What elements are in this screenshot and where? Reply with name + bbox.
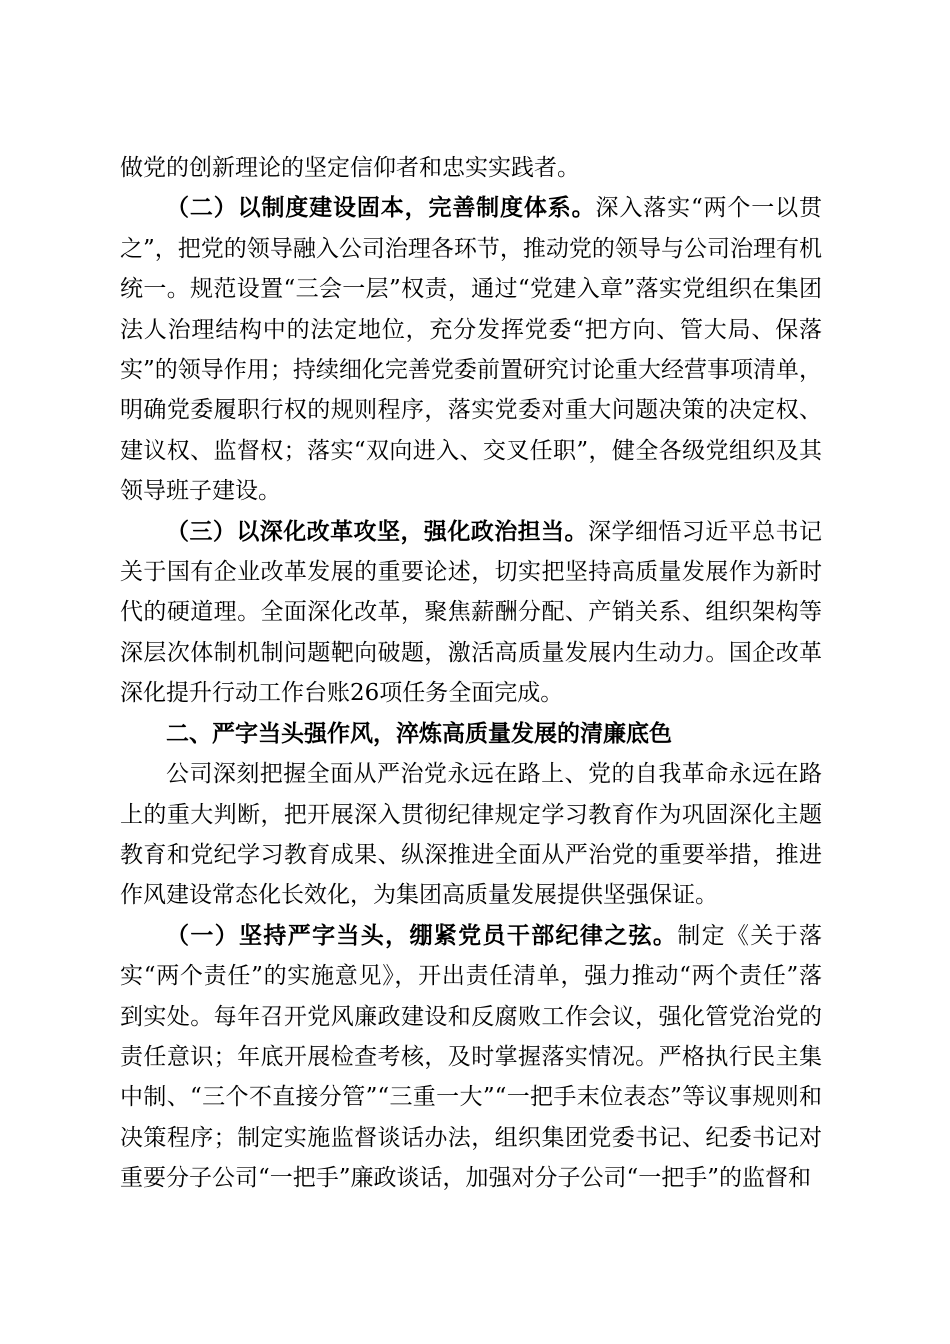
paragraph-reform [120, 512, 822, 714]
section-heading: 二、严字当头强作风，淬炼高质量发展的清廉底色 [166, 720, 672, 747]
paragraph-lead: （二）以制度建设固本，完善制度体系。 [166, 195, 596, 222]
paragraph-lead: （一）坚持严字当头，绷紧党员干部纪律之弦。 [166, 922, 678, 949]
section-intro: 公司深刻把握全面从严治党永远在路上、党的自我革命永远在路上的重大判断，把开展深入贯彻纪律规定学习教育作为巩固深化主题教育和党纪学习教育成果、纵深推进全面从严治党的重要举措，推进作风建设常态化长效化，为集团高质量发展提供坚强保证。 [120, 761, 822, 909]
paragraph-text: 深学细悟习近平总书记关于国有企业改革发展的重要论述，切实把坚持高质量发展作为新时代的硬道理。全面深化改革，聚焦薪酬分配、产销关系、组织架构等深层次体制机制问题靶向破题，激活高质量发展内生动力。国企改革深化提升行动工作台账26项任务全面完成。 [120, 518, 823, 707]
paragraph-text: 做党的创新理论的坚定信仰者和忠实实践者。 [120, 155, 580, 181]
paragraph-text: 深入落实“两个一以贯之”，把党的领导融入公司治理各环节，推动党的领导与公司治理有机统一。规范设置“三会一层”权责，通过“党建入章”落实党组织在集团法人治理结构中的法定地位，充分发挥党委“把方向、管大局、保落实”的领导作用；持续细化完善党委前置研究讨论重大经营事项清单，明确党委履职行权的规则程序，落实党委对重大问题决策的决定权、建议权、监督权；落实“双向进入、交叉任职”，健全各级党组织及其领导班子建设。 [120, 195, 823, 505]
paragraph-discipline [120, 916, 822, 1199]
document-page [120, 148, 822, 1199]
paragraph-continuation [120, 148, 822, 188]
paragraph-system-building [120, 188, 822, 511]
paragraph-lead: （三）以深化改革攻坚，强化政治担当。 [166, 518, 588, 545]
paragraph-text: 制定《关于落实“两个责任”的实施意见》，开出责任清单，强力推动“两个责任”落到实处。每年召开党风廉政建设和反腐败工作会议，强化管党治党的责任意识；年底开展检查考核，及时掌握落实情况。严格执行民主集中制、“三个不直接分管”“三重一大”“一把手末位表态”等议事规则和决策程序；制定实施监督谈话办法，组织集团党委书记、纪委书记对重要分子公司“一把手”廉政谈话，加强对分子公司“一把手”的监督和 [120, 922, 823, 1192]
